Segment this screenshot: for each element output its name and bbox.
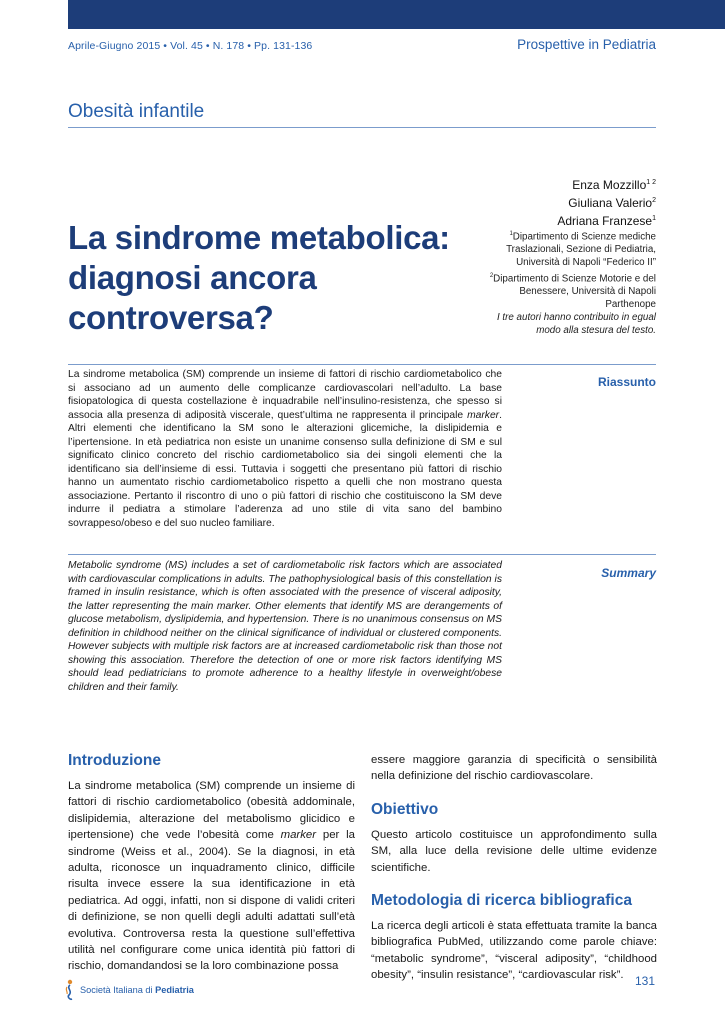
heading-introduzione: Introduzione <box>68 752 161 769</box>
affiliations <box>471 228 656 337</box>
section-divider <box>68 127 656 128</box>
paragraph-introduzione: La sindrome metabolica (SM) comprende un insieme di fattori di rischio cardiometabolico (obesità addominale, dislipidemia, alterazione del metabolismo glicidico e ipertensione) che vede l’obesità come marker per la sindrome (Weiss et al., 2004). Se la diagnosi, in età adulta, riconosce un inquadramento clinico, difficile risulta invece essere la sua identificazione in età pediatrica. Ad oggi, infatti, non si dispone di validi criteri di definizione, se non quelli degli adulti adattati sull’età evolutiva. Controversa resta la questione sull’effettiva utilità nel configurare come unica identità più fattori di rischio, domandandosi se la loro combinazione possa <box>68 780 355 973</box>
riassunto-label: Riassunto <box>597 375 656 389</box>
author: Enza Mozzillo$^{1 2}$ <box>572 178 656 192</box>
column-left <box>68 752 355 975</box>
affiliation: $^2$Dipartimento di Scienze Motorie e del Benessere, Università di Napoli Parthenope <box>489 272 656 310</box>
page-number: 131 <box>634 974 655 988</box>
summary-divider <box>68 554 656 555</box>
journal-name: Prospettive in Pediatria <box>517 37 656 52</box>
author: Adriana Franzese$^1$ <box>557 214 656 228</box>
heading-obiettivo: Obiettivo <box>371 800 439 818</box>
heading-metodologia: Metodologia di ricerca bibliografica <box>371 892 632 910</box>
society-logo <box>64 979 194 1001</box>
author: Giuliana Valerio$^2$ <box>568 196 656 210</box>
riassunto-text: La sindrome metabolica (SM) comprende un insieme di fattori di rischio cardiometabolico che si associano ad un aumento delle complicanze cardiovascolari nell’adulto. La base fisiopatologica di questa costellazione è inquadrabile nell’insulino-resistenza, che spesso si associa alla presenza di adiposità viscerale, quest’ultima ne rappresenta il principale marker. Altri elementi che identificano la SM sono le alterazioni glicemiche, la dislipidemia e l’ipertensione. In età pediatrica non esiste un unanime consenso sulla definizione di SM e sul significato clinico concreto del rischio cardiometabolico sia dei singoli elementi che la identificano sia dell’insieme di essi. Tuttavia i soggetti che presentano più fattori di rischio hanno un aumentato rischio cardiometabolico rispetto a quelli che non mostrano questa associazione. Pertanto il riscontro di uno o più fattori di rischio che costituiscono la SM deve indurre il pediatra a stimolare l’aderenza ad uno stile di vita sano del bambino sovrappeso/obeso e del suo nucleo familiare. <box>68 369 502 529</box>
paragraph-metodologia: La ricerca degli articoli è stata effettuata tramite la banca bibliografica PubMed, utilizzando come parole chiave: “metabolic syndrome”, “visceral adiposity”, “childhood obesity”, “insulin resistance”, “cardiovascular risk”. <box>371 920 657 982</box>
author-list <box>557 175 656 229</box>
journal-reference: Aprile-Giugno 2015 • Vol. 45 • N. 178 • Pp. 131-136 <box>68 40 313 52</box>
society-name: Società Italiana di Pediatria <box>80 985 194 995</box>
contribution-note: I tre autori hanno contribuito in egual modo alla stesura del testo. <box>496 312 656 337</box>
sip-logo-icon <box>64 979 76 1001</box>
summary-label: Summary <box>601 566 656 580</box>
abstract-divider <box>68 364 656 365</box>
column-right <box>371 752 657 984</box>
paragraph-obiettivo: Questo articolo costituisce un approfondimento sulla SM, alla luce della revisione delle ultime evidenze scientifiche. <box>371 828 657 874</box>
article-title: La sindrome metabolica: diagnosi ancora controversa? <box>68 219 450 336</box>
section-title: Obesità infantile <box>68 101 205 122</box>
top-banner <box>68 0 725 29</box>
summary-text: Metabolic syndrome (MS) includes a set of cardiometabolic risk factors which are associated with cardiovascular complications in adults. The pathophysiological basis of this constellation is framed in insulin resistance, which is often associated with the presence of visceral adiposity, the latter representing the main marker. Other elements that identify MS are derangements of glucose metabolism, dyslipidemia, and hypertension. There is no unanimous consensus on MS definition in childhood neither on the clinical significance of individual or clustered components. However subjects with multiple risk factors are at increased cardiometabolic risk than those not showing this association. Therefore the detection of one or more risk factors identifying MS should lead pediatricians to promote adherence to a healthy lifestyle in overweight/obese children and their family. <box>68 560 502 693</box>
paragraph-introduzione-continued: essere maggiore garanzia di specificità o sensibilità nella definizione del rischio cardiovascolare. <box>371 754 657 783</box>
affiliation: $^1$Dipartimento di Scienze mediche Traslazionali, Sezione di Pediatria, Università di Napoli “Federico II” <box>506 231 656 269</box>
